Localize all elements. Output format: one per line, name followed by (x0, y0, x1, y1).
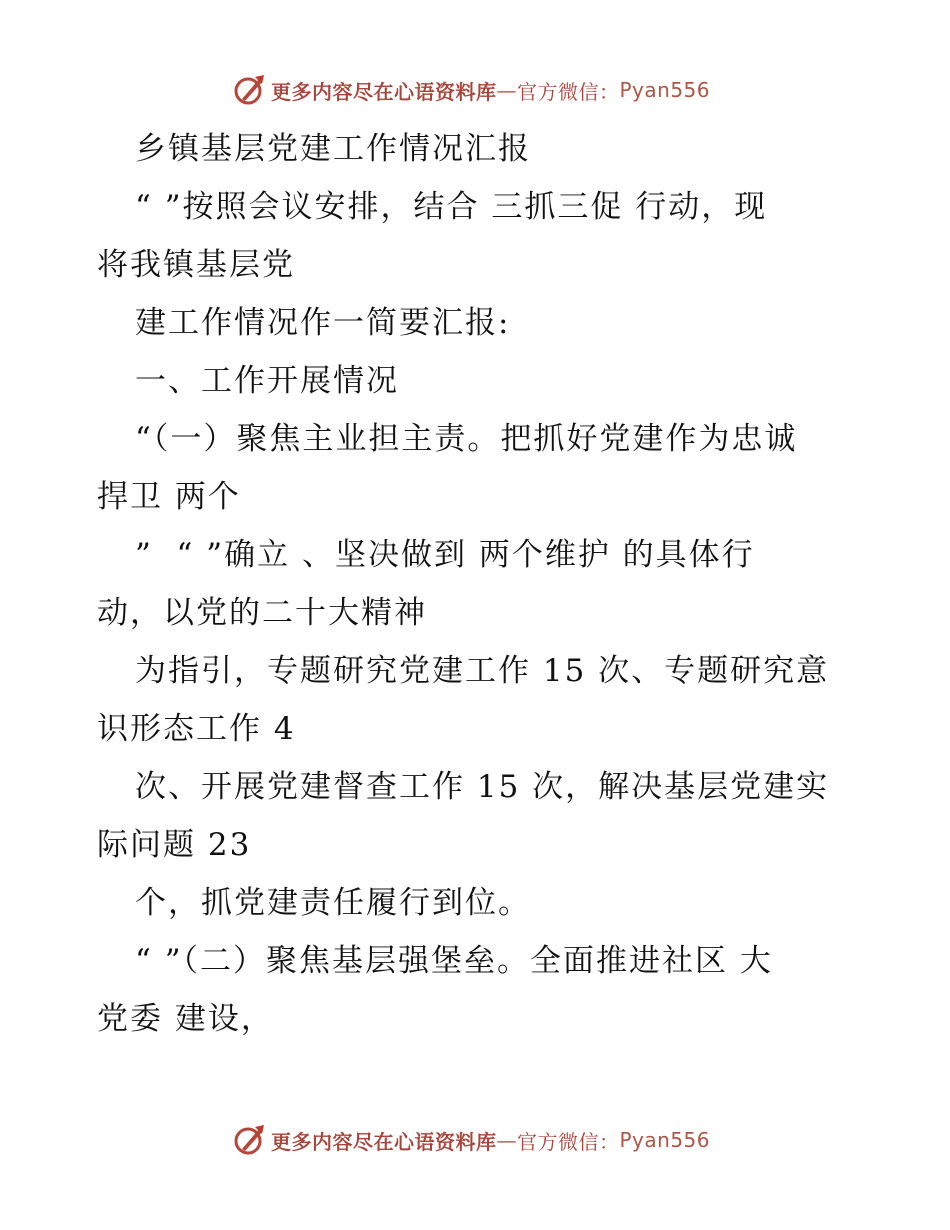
header-watermark (233, 72, 710, 108)
text-line: 党委 建设， (97, 1001, 274, 1037)
text-line: 捍卫 两个 (97, 479, 241, 515)
text-line: “ ”按照会议安排，结合 三抓三促 行动，现 (135, 189, 768, 225)
watermark-wechat-label: 官方微信： (517, 1129, 620, 1154)
watermark-wechat-label: 官方微信： (517, 79, 620, 104)
text-line: 个，抓党建责任履行到位。 (135, 885, 531, 921)
text-line: 际问题 23 (97, 827, 252, 863)
text-line: “（一）聚焦主业担主责。把抓好党建作为忠诚 (135, 421, 798, 457)
text-line: 建工作情况作一简要汇报: (135, 305, 511, 341)
watermark-wechat-id: Pyan556 (619, 1128, 711, 1152)
footer-watermark (233, 1122, 710, 1158)
watermark-dash: — (496, 78, 517, 102)
quill-logo-icon (233, 73, 267, 107)
watermark-text: 更多内容尽在心语资料库 (271, 79, 497, 104)
section-heading: 一、工作开展情况 (135, 363, 399, 399)
document-body (97, 120, 857, 1048)
quill-logo-icon (233, 1123, 267, 1157)
text-line: “ ”（二）聚焦基层强堡垒。全面推进社区 大 (135, 943, 773, 979)
watermark-wechat-id: Pyan556 (619, 78, 711, 102)
text-line: 次、开展党建督查工作 15 次，解决基层党建实 (135, 769, 830, 805)
text-line: 为指引，专题研究党建工作 15 次、专题研究意 (135, 653, 830, 689)
text-line: ” “ ”确立 、坚决做到 两个维护 的具体行 (135, 537, 755, 573)
document-title: 乡镇基层党建工作情况汇报 (135, 131, 531, 167)
text-line: 将我镇基层党 (97, 247, 295, 283)
watermark-dash: — (496, 1128, 517, 1152)
watermark-text: 更多内容尽在心语资料库 (271, 1129, 497, 1154)
text-line: 识形态工作 4 (97, 711, 296, 747)
text-line: 动，以党的二十大精神 (97, 595, 427, 631)
